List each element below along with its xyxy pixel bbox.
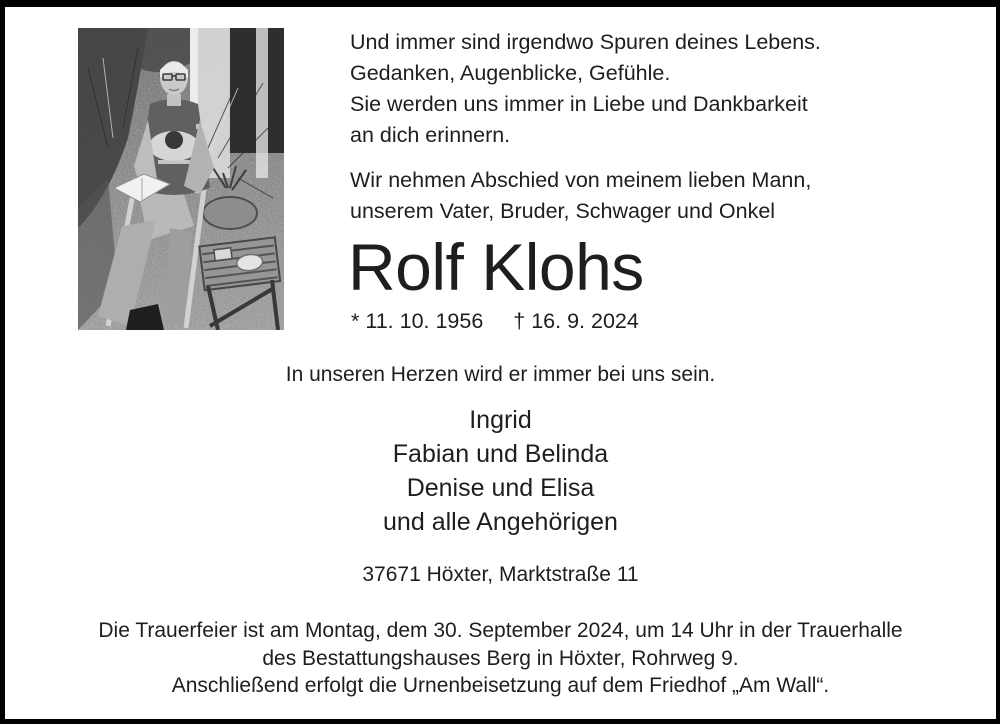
portrait-photo bbox=[78, 28, 284, 330]
life-dates bbox=[351, 307, 639, 335]
mourner-name: Fabian und Belinda bbox=[392, 440, 609, 468]
address-line: 37671 Höxter, Marktstraße 11 bbox=[362, 563, 639, 586]
verse-line: an dich erinnern. bbox=[350, 123, 511, 147]
farewell-intro bbox=[350, 165, 811, 227]
funeral-info-line: Die Trauerfeier ist am Montag, dem 30. September 2024, um 14 Uhr in der Trauerhalle bbox=[98, 619, 903, 642]
funeral-info-line: des Bestattungshauses Berg in Höxter, Rohrweg 9. bbox=[262, 646, 739, 670]
opening-verse bbox=[350, 27, 821, 151]
obituary-page bbox=[5, 7, 996, 719]
mourner-name: und alle Angehörigen bbox=[383, 508, 618, 536]
funeral-info-line: Anschließend erfolgt die Urnenbeisetzung auf dem Friedhof „Am Wall“. bbox=[171, 674, 830, 697]
deceased-name: Rolf Klohs bbox=[348, 230, 644, 304]
birth-date: * 11. 10. 1956 bbox=[351, 309, 484, 333]
portrait-photo-illustration bbox=[78, 28, 284, 330]
verse-line: Gedanken, Augenblicke, Gefühle. bbox=[350, 61, 671, 85]
intro-line: Wir nehmen Abschied von meinem lieben Mann, bbox=[350, 168, 812, 192]
funeral-info bbox=[5, 617, 996, 700]
intro-line: unserem Vater, Bruder, Schwager und Onkel bbox=[350, 199, 776, 223]
verse-line: Sie werden uns immer in Liebe und Dankbarkeit bbox=[350, 92, 808, 116]
death-date: † 16. 9. 2024 bbox=[513, 309, 639, 333]
remembrance-line: In unseren Herzen wird er immer bei uns sein. bbox=[285, 363, 716, 386]
mourner-name: Denise und Elisa bbox=[406, 474, 595, 502]
mourner-name: Ingrid bbox=[469, 406, 532, 434]
mourners-list bbox=[5, 403, 996, 539]
verse-line: Und immer sind irgendwo Spuren deines Lebens. bbox=[350, 30, 821, 54]
